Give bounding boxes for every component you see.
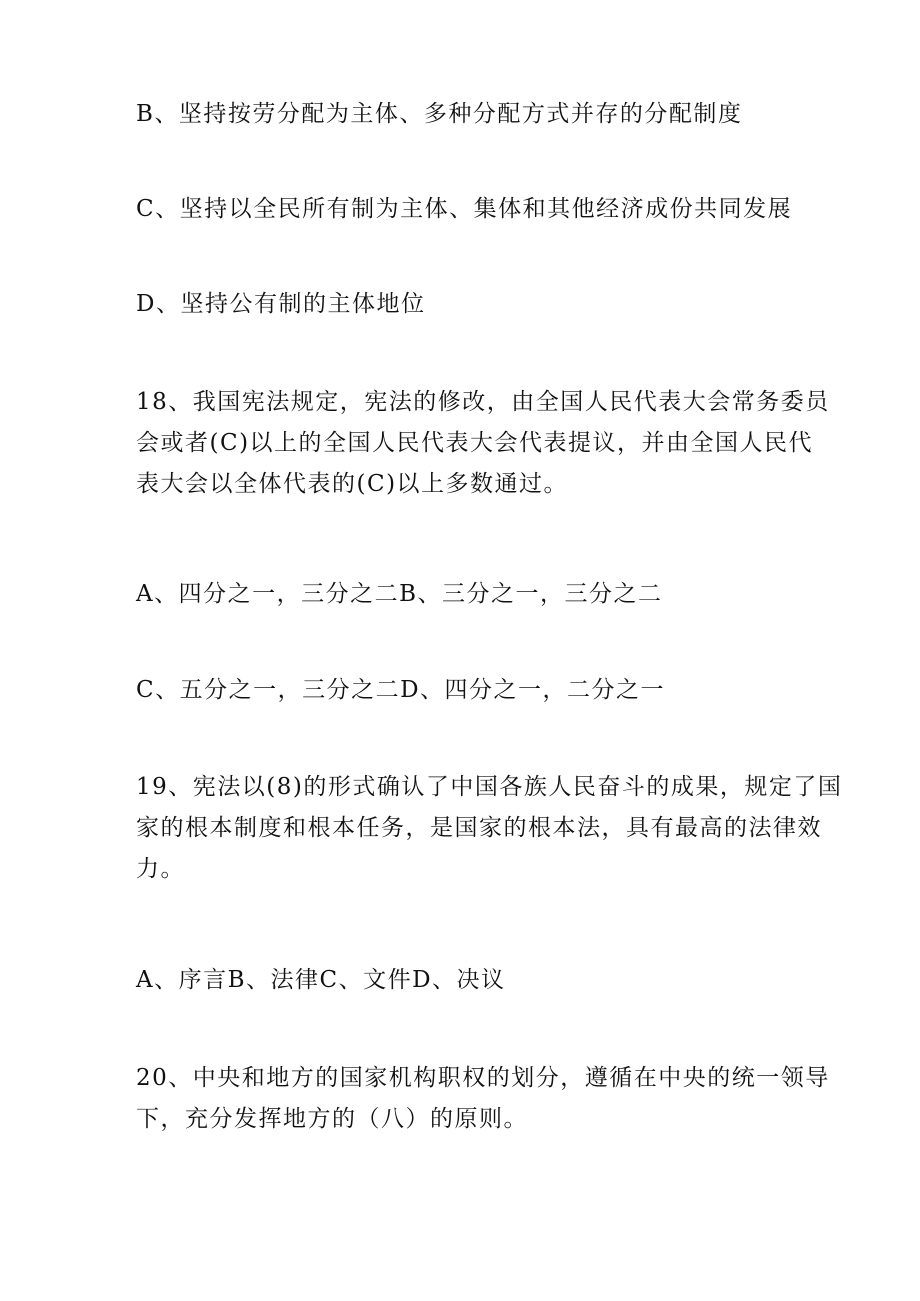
text-line: 会或者(C)以上的全国人民代表大会代表提议，并由全国人民代 — [136, 430, 814, 456]
q18-options-ab — [136, 574, 796, 615]
q18-question — [136, 382, 830, 505]
text-line: A、序言B、法律C、文件D、决议 — [136, 967, 506, 993]
text-line: 18、我国宪法规定，宪法的修改，由全国人民代表大会常务委员 — [136, 389, 830, 415]
text-line: 20、中央和地方的国家机构职权的划分，遵循在中央的统一领导 — [136, 1065, 830, 1091]
text-line: 下，充分发挥地方的（八）的原则。 — [136, 1106, 528, 1132]
text-line: D、坚持公有制的主体地位 — [136, 291, 426, 317]
q17-option-c — [136, 189, 796, 230]
text-line: 表大会以全体代表的(C)以上多数通过。 — [136, 471, 569, 497]
q17-option-b — [136, 94, 796, 135]
text-line: 力。 — [136, 856, 185, 882]
text-line: B、坚持按劳分配为主体、多种分配方式并存的分配制度 — [136, 101, 743, 127]
q20-question — [136, 1058, 830, 1140]
q19-question — [136, 767, 843, 890]
q17-option-d — [136, 284, 796, 325]
text-line: 19、宪法以(8)的形式确认了中国各族人民奋斗的成果，规定了国 — [136, 774, 843, 800]
text-line: C、五分之一，三分之二D、四分之一，二分之一 — [136, 677, 666, 703]
q18-options-cd — [136, 670, 796, 711]
q19-options — [136, 960, 796, 1001]
text-line: C、坚持以全民所有制为主体、集体和其他经济成份共同发展 — [136, 196, 793, 222]
text-line: A、四分之一，三分之二B、三分之一，三分之二 — [136, 581, 663, 607]
text-line: 家的根本制度和根本任务，是国家的根本法，具有最高的法律效 — [136, 815, 822, 841]
